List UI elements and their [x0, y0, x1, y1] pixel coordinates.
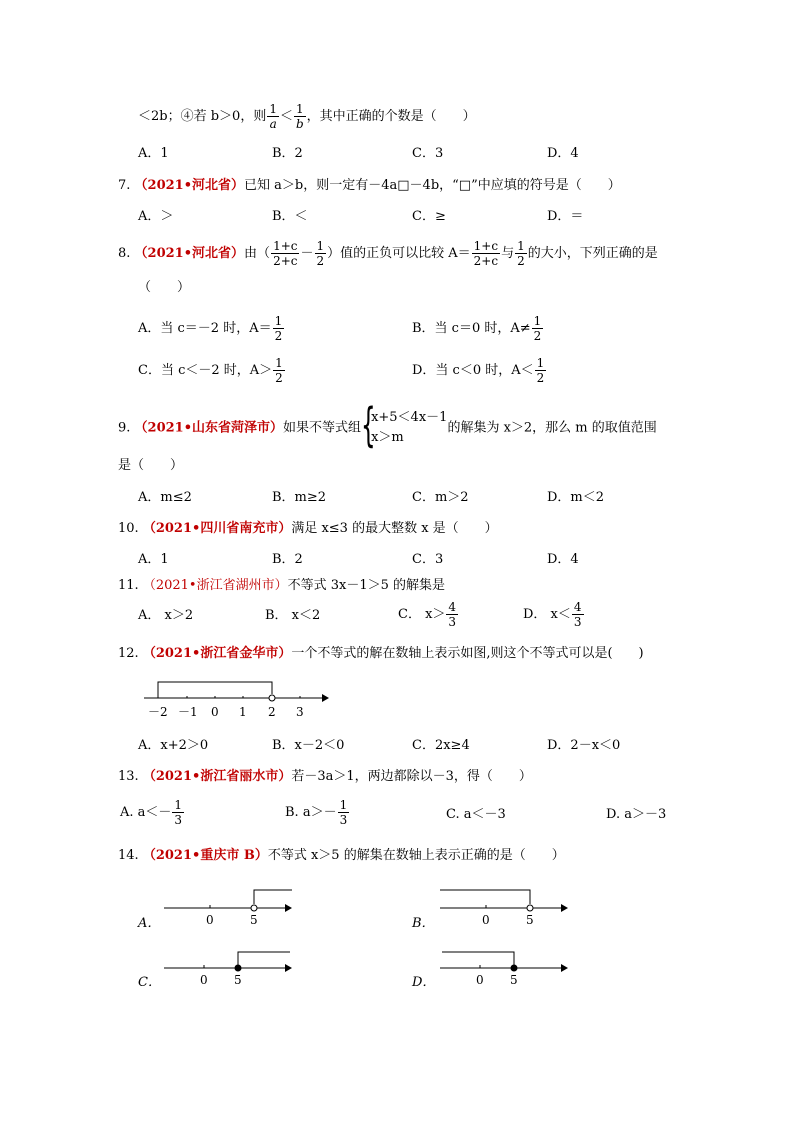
q13-stem: 13. （2021•浙江省丽水市）若－3a＞1，两边都除以－3，得（ ） [118, 769, 532, 784]
tick-label: 0 [211, 705, 219, 719]
q7-stem: 7. （2021•河北省）已知 a＞b，则一定有－4a□－4b，“□”中应填的符号是（ ） [118, 178, 621, 193]
q7-option-a[interactable]: A．＞ [138, 209, 174, 224]
fraction: $\frac{1}{3}$ [339, 798, 348, 827]
fraction: $\frac{1}{2}$ [536, 356, 545, 385]
q8-stem-cont: （ ） [138, 280, 191, 295]
q10-option-d[interactable]: D．4 [547, 552, 579, 567]
inequality-system: { x+5＜4x－1 x＞m [361, 398, 448, 452]
q9-stem-cont: 是（ ） [118, 458, 184, 473]
q9-option-a[interactable]: A．m≤2 [138, 490, 192, 505]
solid-point [235, 965, 241, 971]
q12-option-b[interactable]: B．x－2＜0 [272, 738, 345, 753]
q11-stem: 11. （2021•浙江省湖州市）不等式 3x－1＞5 的解集是 [118, 578, 446, 593]
fraction: $\frac{1}{2}$ [316, 239, 325, 268]
q14-option-b-label[interactable]: B． [412, 916, 435, 931]
q14-option-a-number-line[interactable] [160, 884, 300, 928]
q14-stem: 14. （2021•重庆市 B）不等式 x＞5 的解集在数轴上表示正确的是（ ） [118, 848, 565, 863]
question-source: （2021•山东省菏泽市） [134, 420, 284, 436]
q9-option-d[interactable]: D．m＜2 [547, 490, 605, 505]
q7-option-c[interactable]: C．≥ [412, 209, 446, 224]
q10-stem: 10. （2021•四川省南充市）满足 x≤3 的最大整数 x 是（ ） [118, 521, 498, 536]
svg-text:5: 5 [234, 973, 242, 987]
solution-bracket [442, 952, 514, 968]
q12-option-d[interactable]: D．2－x＜0 [547, 738, 621, 753]
q8-option-a[interactable]: A．当 c＝－2 时，A＝ $\frac{1}{2}$ [138, 314, 283, 343]
q10-option-b[interactable]: B．2 [272, 552, 303, 567]
tick-label: 3 [296, 705, 304, 719]
fraction: $\frac{1}{2}$ [274, 314, 283, 343]
q6-option-b[interactable]: B．2 [272, 146, 303, 161]
question-source: （2021•河北省） [134, 178, 245, 193]
question-source: （2021•四川省南充市） [142, 521, 292, 536]
q6-line: ＜2b；④若 b＞0，则 $\frac{1}{a}$ ＜ $\frac{1}{b}$ ，其中正确的个数是（ ） [138, 102, 476, 131]
fraction: $\frac{1}{b}$ [295, 102, 304, 131]
q14-option-d-number-line[interactable] [436, 944, 576, 988]
arrow-head [322, 694, 329, 702]
q11-option-c[interactable]: C． x＞ $\frac{4}{3}$ [398, 600, 457, 629]
q13-option-c[interactable]: C. a＜－3 [446, 807, 506, 822]
solution-bracket [238, 952, 290, 968]
q8-stem: 8. （2021•河北省）由（ $\frac{1+c}{2+c}$ － $\frac{1}{2}$ ）值的正负可以比较 A＝ $\frac{1+c}{2+c}$ 与 $\frac{1}{2}$ 的大小，下列正确的是 [118, 239, 658, 268]
fraction: $\frac{1+c}{2+c}$ [473, 239, 499, 268]
q8-option-d[interactable]: D．当 c＜0 时，A＜ $\frac{1}{2}$ [412, 356, 545, 385]
question-source: （2021•河北省） [134, 246, 245, 261]
brace-symbol: { [361, 398, 376, 452]
q9-stem: 9. （2021•山东省菏泽市）如果不等式组 { x+5＜4x－1 x＞m 的解集为 x＞2，那么 m 的取值范围 [118, 398, 657, 452]
q12-option-a[interactable]: A．x+2＞0 [138, 738, 209, 753]
q11-option-a[interactable]: A． x＞2 [138, 608, 194, 623]
q12-stem: 12. （2021•浙江省金华市）一个不等式的解在数轴上表示如图,则这个不等式可以是( ) [118, 646, 644, 661]
svg-text:0: 0 [482, 913, 490, 927]
fraction: $\frac{1}{3}$ [174, 798, 183, 827]
q13-option-b[interactable]: B. a＞－ $\frac{1}{3}$ [285, 798, 348, 827]
svg-text:0: 0 [200, 973, 208, 987]
fraction: $\frac{1+c}{2+c}$ [273, 239, 298, 268]
q10-option-c[interactable]: C．3 [412, 552, 444, 567]
svg-text:5: 5 [526, 913, 534, 927]
q13-option-d[interactable]: D. a＞－3 [606, 807, 667, 822]
tick-label: 2 [268, 705, 276, 719]
question-source: （2021•浙江省湖州市） [142, 578, 288, 593]
q6-option-a[interactable]: A．1 [138, 146, 169, 161]
svg-text:0: 0 [476, 973, 484, 987]
svg-text:5: 5 [250, 913, 258, 927]
fraction: $\frac{1}{2}$ [275, 356, 283, 385]
q9-option-c[interactable]: C．m＞2 [412, 490, 469, 505]
q14-option-d-label[interactable]: D． [412, 975, 436, 990]
question-source: （2021•浙江省丽水市） [142, 769, 292, 784]
tick-label: 1 [239, 705, 247, 719]
open-point [251, 905, 257, 911]
q10-option-a[interactable]: A．1 [138, 552, 169, 567]
question-source: （2021•重庆市 B） [142, 848, 268, 863]
svg-text:5: 5 [510, 973, 518, 987]
fraction: $\frac{1}{2}$ [533, 314, 542, 343]
fraction: $\frac{1}{2}$ [517, 239, 525, 268]
q7-option-b[interactable]: B．＜ [272, 209, 308, 224]
q13-option-a[interactable]: A. a＜－ $\frac{1}{3}$ [120, 798, 183, 827]
question-source: （2021•浙江省金华市） [142, 646, 292, 661]
tick-label: －2 [148, 705, 168, 719]
q12-option-c[interactable]: C．2x≥4 [412, 738, 470, 753]
svg-text:0: 0 [206, 913, 214, 927]
q8-option-b[interactable]: B．当 c＝0 时，A≠ $\frac{1}{2}$ [412, 314, 542, 343]
tick-label: －1 [178, 705, 198, 719]
q6-option-c[interactable]: C．3 [412, 146, 444, 161]
open-point [269, 695, 275, 701]
solution-bracket [158, 682, 272, 698]
q11-option-b[interactable]: B． x＜2 [265, 608, 321, 623]
fraction: $\frac{4}{3}$ [573, 600, 582, 629]
q12-number-line [140, 676, 330, 722]
q7-option-d[interactable]: D．＝ [547, 209, 584, 224]
q8-option-c[interactable]: C．当 c＜－2 时，A＞ $\frac{1}{2}$ [138, 356, 283, 385]
q14-option-a-label[interactable]: A． [138, 916, 161, 931]
q9-option-b[interactable]: B．m≥2 [272, 490, 327, 505]
fraction: $\frac{4}{3}$ [448, 600, 457, 629]
q14-option-c-number-line[interactable] [160, 944, 300, 988]
q14-option-b-number-line[interactable] [436, 884, 576, 928]
solid-point [511, 965, 517, 971]
open-point [527, 905, 533, 911]
solution-bracket [254, 890, 292, 904]
q11-option-d[interactable]: D． x＜ $\frac{4}{3}$ [523, 600, 582, 629]
q14-option-c-label[interactable]: C． [138, 975, 161, 990]
fraction: $\frac{1}{a}$ [269, 102, 277, 131]
q6-option-d[interactable]: D．4 [547, 146, 579, 161]
solution-bracket [440, 890, 530, 904]
